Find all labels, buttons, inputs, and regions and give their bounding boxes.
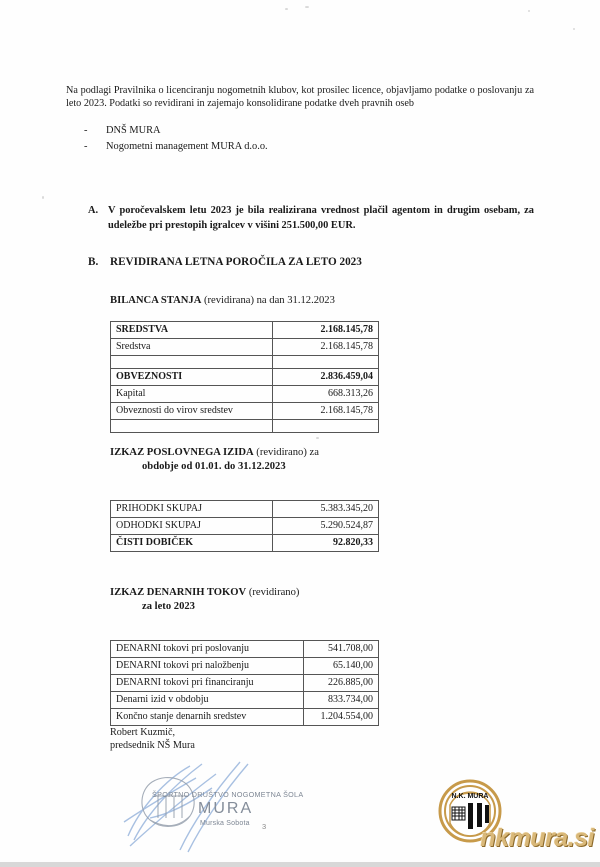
income-statement-table xyxy=(110,500,379,552)
section-b xyxy=(88,256,534,268)
table-row xyxy=(111,386,379,403)
table-row xyxy=(111,675,379,692)
row-label: ČISTI DOBIČEK xyxy=(111,535,273,552)
stamp-arc-text: ŠPORTNO DRUŠTVO NOGOMETNA ŠOLA xyxy=(152,790,304,799)
section-b-letter: B. xyxy=(88,256,99,268)
row-label: OBVEZNOSTI xyxy=(111,369,273,386)
income-statement-title xyxy=(110,446,379,474)
table-row-spacer xyxy=(111,356,379,369)
cash-flow-title-line2: za leto 2023 xyxy=(142,601,195,612)
table-row xyxy=(111,339,379,356)
row-label: DENARNI tokovi pri financiranju xyxy=(111,675,304,692)
row-value: 2.168.145,78 xyxy=(273,339,379,356)
row-label: Denarni izid v obdobju xyxy=(111,692,304,709)
row-value: 2.168.145,78 xyxy=(273,322,379,339)
table-row xyxy=(111,501,379,518)
balance-sheet-title xyxy=(110,294,379,308)
row-value: 65.140,00 xyxy=(304,658,379,675)
row-value: 226.885,00 xyxy=(304,675,379,692)
row-label: DENARNI tokovi pri naložbenju xyxy=(111,658,304,675)
row-label xyxy=(111,356,273,369)
bottom-bar xyxy=(0,862,600,867)
stamp-city-text: Murska Sobota xyxy=(200,820,250,827)
row-value: 2.168.145,78 xyxy=(273,403,379,420)
signer-name: Robert Kuzmič, xyxy=(110,727,176,738)
cash-flow-title xyxy=(110,586,379,614)
row-label: Obveznosti do virov sredstev xyxy=(111,403,273,420)
scan-speck xyxy=(285,8,288,10)
row-label xyxy=(111,420,273,433)
table-row xyxy=(111,641,379,658)
signature-block xyxy=(110,726,195,752)
row-value xyxy=(273,356,379,369)
section-a xyxy=(88,203,534,233)
cash-flow-title-bold: IZKAZ DENARNIH TOKOV xyxy=(110,587,247,598)
row-value: 833.734,00 xyxy=(304,692,379,709)
balance-sheet-table xyxy=(110,321,379,433)
entity-name: Nogometni management MURA d.o.o. xyxy=(106,141,268,152)
cash-flow-table xyxy=(110,640,379,726)
row-label: SREDSTVA xyxy=(111,322,273,339)
stamp-main-text: MURA xyxy=(198,800,254,817)
row-value: 1.204.554,00 xyxy=(304,709,379,726)
nkmura-watermark xyxy=(400,777,600,867)
income-statement-block xyxy=(110,446,379,552)
scan-speck xyxy=(573,28,575,30)
signer-role: predsednik NŠ Mura xyxy=(110,740,195,751)
dash-marker: - xyxy=(84,125,88,136)
svg-text:N.K. MURA: N.K. MURA xyxy=(451,793,489,800)
table-row xyxy=(111,322,379,339)
dash-marker: - xyxy=(84,141,88,152)
table-row-spacer xyxy=(111,420,379,433)
section-b-title: REVIDIRANA LETNA POROČILA ZA LETO 2023 xyxy=(110,256,362,268)
row-value: 2.836.459,04 xyxy=(273,369,379,386)
row-value: 541.708,00 xyxy=(304,641,379,658)
table-row xyxy=(111,658,379,675)
row-value: 5.383.345,20 xyxy=(273,501,379,518)
table-row xyxy=(111,403,379,420)
list-item xyxy=(84,139,524,155)
intro-paragraph: Na podlagi Pravilnika o licenciranju nogometnih klubov, kot prosilec licence, objavljamo podatke o poslovanju za leto 2023. Podatki so revidirani in zajemajo konsolidirane podatke dveh pravnih oseb xyxy=(66,85,534,110)
income-statement-title-thin: (revidirano) za xyxy=(253,447,319,458)
balance-sheet-title-bold: BILANCA STANJA xyxy=(110,295,202,306)
cash-flow-block xyxy=(110,586,379,726)
scan-speck xyxy=(305,6,309,8)
table-row xyxy=(111,518,379,535)
row-label: Končno stanje denarnih sredstev xyxy=(111,709,304,726)
balance-sheet-block xyxy=(110,294,379,433)
row-label: ODHODKI SKUPAJ xyxy=(111,518,273,535)
entity-name: DNŠ MURA xyxy=(106,125,161,136)
page-number: 3 xyxy=(262,822,267,831)
row-value: 5.290.524,87 xyxy=(273,518,379,535)
row-label: Kapital xyxy=(111,386,273,403)
row-label: Sredstva xyxy=(111,339,273,356)
table-row xyxy=(111,709,379,726)
row-value: 668.313,26 xyxy=(273,386,379,403)
section-a-letter: A. xyxy=(88,205,99,216)
row-label: DENARNI tokovi pri poslovanju xyxy=(111,641,304,658)
balance-sheet-title-thin: (revidirana) na dan 31.12.2023 xyxy=(201,295,335,306)
cash-flow-title-thin: (revidirano) xyxy=(246,587,300,598)
scan-speck xyxy=(42,196,44,199)
scan-speck xyxy=(316,437,319,439)
entity-list xyxy=(84,123,524,155)
row-value xyxy=(273,420,379,433)
income-statement-title-bold: IZKAZ POSLOVNEGA IZIDA xyxy=(110,447,254,458)
section-a-text: V poročevalskem letu 2023 je bila realizirana vrednost plačil agentom in drugim osebam, za udeležbe pri prestopih igralcev v višini 251.500,00 EUR. xyxy=(108,205,534,231)
list-item xyxy=(84,123,524,139)
row-label: PRIHODKI SKUPAJ xyxy=(111,501,273,518)
table-row xyxy=(111,369,379,386)
watermark-site-text: nkmura.si xyxy=(480,824,594,852)
scan-speck xyxy=(528,10,530,12)
row-value: 92.820,33 xyxy=(273,535,379,552)
table-row xyxy=(111,535,379,552)
table-row xyxy=(111,692,379,709)
stamp-and-signature xyxy=(120,758,330,853)
income-statement-title-line2: obdobje od 01.01. do 31.12.2023 xyxy=(142,461,286,472)
